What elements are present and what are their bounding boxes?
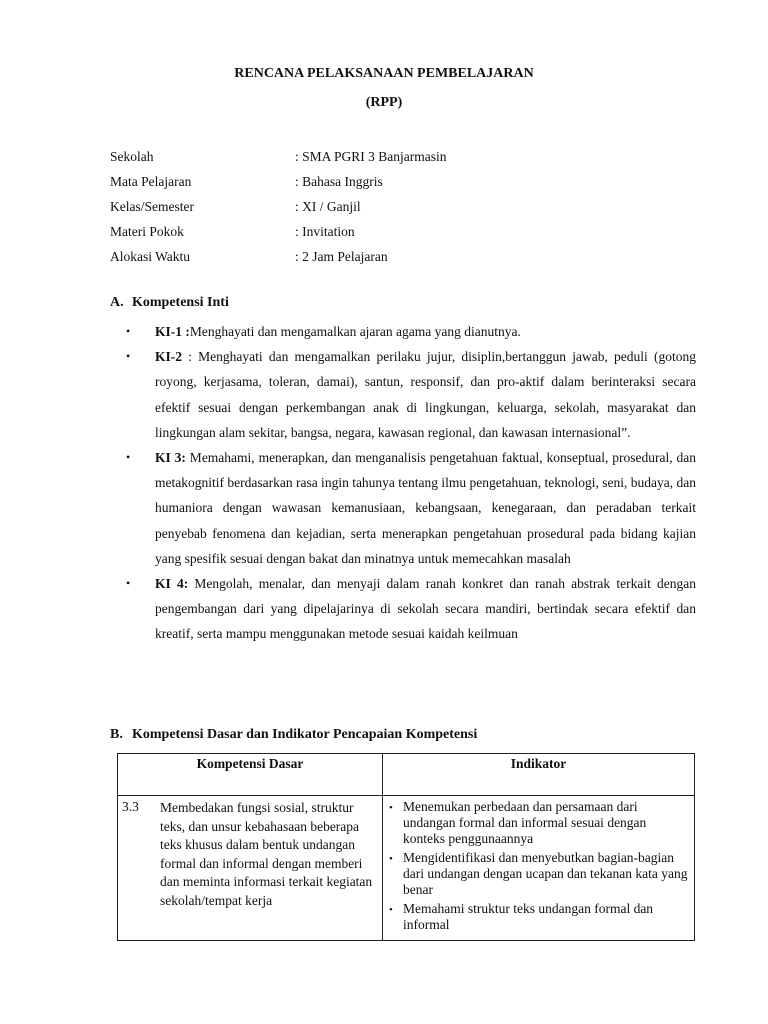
section-title: Kompetensi Inti: [132, 295, 229, 310]
identity-value: : XI / Ganjil: [295, 198, 361, 214]
bullet-icon: •: [126, 450, 131, 465]
kd-number: 3.3: [122, 799, 139, 814]
kd-cell: [118, 796, 383, 941]
list-item: [126, 445, 696, 571]
indicator-text: Memahami struktur teks undangan formal dan informal: [403, 901, 654, 932]
bullet-icon: •: [126, 349, 131, 364]
bullet-icon: •: [389, 802, 393, 814]
identity-label: Mata Pelajaran: [110, 173, 192, 189]
ki-label: KI-2: [155, 349, 182, 365]
list-item: [389, 799, 688, 847]
table-row: [118, 796, 695, 941]
list-item: [389, 850, 688, 898]
ki-text: Memahami, menerapkan, dan menganalisis pengetahuan faktual, konseptual, prosedural, dan metakognitif berdasarkan rasa ingin tahunya tentang ilmu pengetahuan, teknologi, seni, budaya, dan humaniora dengan wawasan kemanusiaan, kebangsaan, kenegaraan, dan peradaban terkait penyebab fenomena dan kejadian, serta menerapkan pengetahuan prosedural pada bidang kajian yang spesifik sesuai dengan bakat dan minatnya untuk memecahkan masalah: [155, 450, 696, 566]
list-item: [126, 319, 696, 344]
identity-value: : Bahasa Inggris: [295, 173, 383, 189]
identity-label: Sekolah: [110, 148, 154, 164]
bullet-icon: •: [389, 853, 393, 865]
identity-label: Kelas/Semester: [110, 198, 194, 214]
section-title: Kompetensi Dasar dan Indikator Pencapaian Kompetensi: [132, 727, 478, 742]
identity-row-time: [110, 244, 670, 269]
indicator-text: Menemukan perbedaan dan persamaan dari undangan formal dan informal sesuai dengan konteks penggunaannya: [403, 799, 647, 846]
bullet-icon: •: [126, 576, 131, 591]
identity-label: Alokasi Waktu: [110, 248, 191, 264]
identity-label: Materi Pokok: [110, 223, 184, 239]
document-subtitle: (RPP): [365, 95, 403, 110]
ki-label: KI-1 :: [155, 324, 190, 339]
ki-text: : Menghayati dan mengamalkan perilaku jujur, disiplin,bertanggun jawab, peduli (gotong royong, kerjasama, toleran, damai), santun, responsif, dan pro-aktif dalam berinteraksi secara efektif sesuai dengan perkembangan anak di lingkungan, keluarga, sekolah, masyarakat dan lingkungan alam sekitar, bangsa, negara, kawasan regional, dan kawasan internasional”.: [155, 349, 696, 440]
identity-row-class: [110, 194, 670, 219]
identity-row-school: [110, 144, 670, 169]
identity-value: : Invitation: [295, 223, 355, 239]
competency-table: [117, 753, 695, 941]
indicator-text: Mengidentifikasi dan menyebutkan bagian-bagian dari undangan dengan ucapan dan tekanan kata yang benar: [403, 850, 688, 897]
identity-block: [110, 144, 670, 269]
identity-value: : 2 Jam Pelajaran: [295, 248, 388, 264]
ki-label: KI 4:: [155, 576, 189, 592]
ki-text: Menghayati dan mengamalkan ajaran agama yang dianutnya.: [189, 324, 521, 339]
section-b-heading: [110, 727, 477, 743]
identity-value: : SMA PGRI 3 Banjarmasin: [295, 148, 447, 164]
column-header-kd: Kompetensi Dasar: [118, 754, 383, 796]
identity-row-subject: [110, 169, 670, 194]
section-letter: B.: [110, 727, 123, 742]
list-item: [126, 344, 696, 445]
identity-row-topic: [110, 219, 670, 244]
kd-text: Membedakan fungsi sosial, struktur teks, dan unsur kebahasaan beberapa teks khusus dalam bentuk undangan formal dan informal dengan memberi dan meminta informasi terkait kegiatan sekolah/tempat kerja: [160, 800, 373, 908]
bullet-icon: •: [126, 324, 131, 338]
ki-label: KI 3:: [155, 450, 186, 466]
table-header-row: [118, 754, 695, 796]
bullet-icon: •: [389, 904, 393, 916]
ki-text: Mengolah, menalar, dan menyaji dalam ranah konkret dan ranah abstrak terkait dengan pengembangan dari yang dipelajarinya di sekolah secara mandiri, bertindak secara efektif dan kreatif, serta mampu menggunakan metode sesuai kaidah keilmuan: [155, 576, 697, 642]
list-item: [389, 901, 688, 933]
ki-list: [126, 319, 696, 647]
indicator-cell: [383, 796, 695, 941]
list-item: [126, 571, 696, 647]
column-header-indicator: Indikator: [383, 754, 695, 796]
section-letter: A.: [110, 295, 124, 310]
section-a-heading: [110, 295, 229, 311]
document-title: RENCANA PELAKSANAAN PEMBELAJARAN: [234, 66, 534, 81]
